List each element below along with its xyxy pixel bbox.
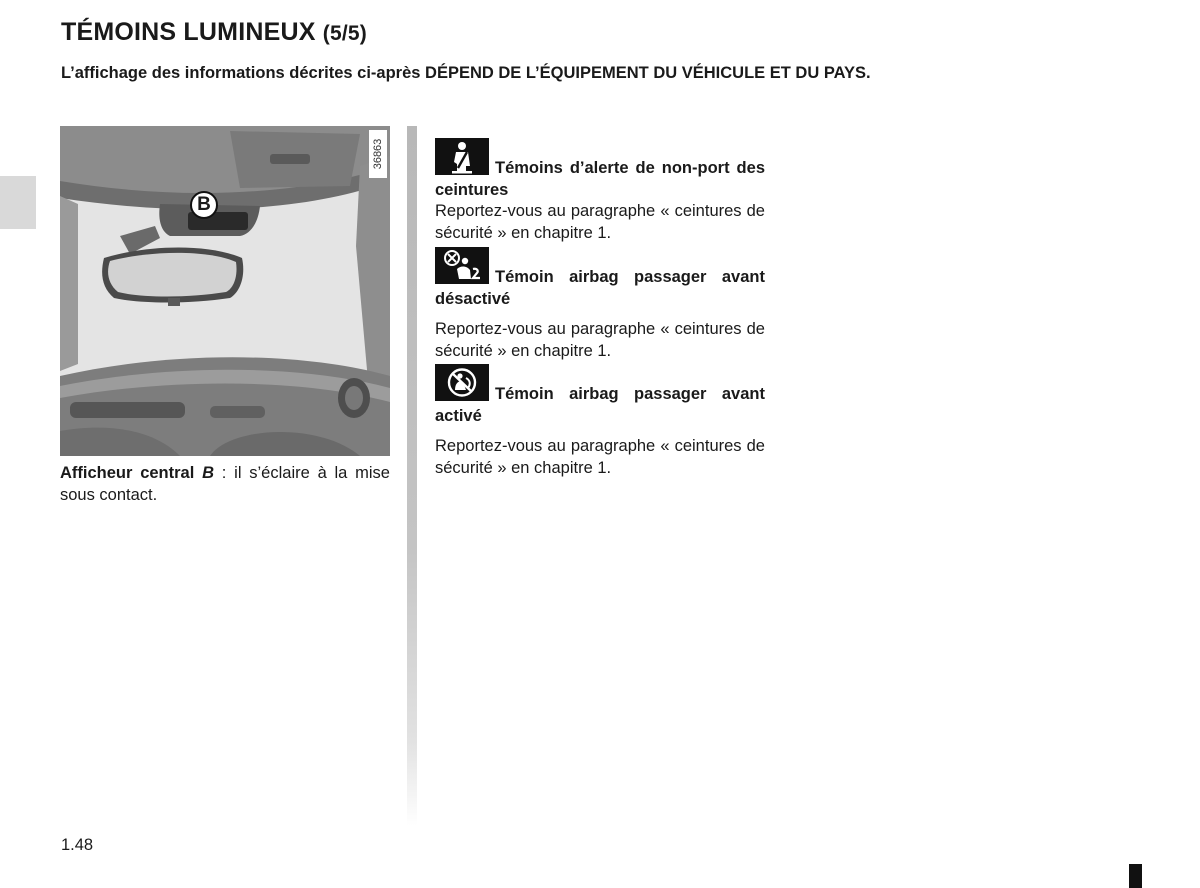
warning-body: Reportez-vous au paragraphe « ceintures de sécurité » en chapitre 1. <box>435 202 765 242</box>
page-subtitle: L’affichage des informations décrites ci-après DÉPEND DE L’ÉQUIPEMENT DU VÉHICULE ET DU PAYS. <box>61 64 871 82</box>
caption-text: : il s’éclaire à la mise sous contact. <box>60 464 390 504</box>
page-number: 1.48 <box>61 836 94 854</box>
seatbelt-warning-icon <box>435 138 489 175</box>
page-title-text: TÉMOINS LUMINEUX <box>61 18 316 46</box>
passenger-airbag-on-icon <box>435 364 489 401</box>
warning-heading <box>435 247 765 310</box>
corner-mark <box>1129 864 1142 888</box>
warning-heading <box>435 138 765 201</box>
figure-reference <box>369 130 387 178</box>
callout-b <box>190 191 218 219</box>
page-title <box>61 18 367 47</box>
caption-prefix: Afficheur central <box>60 464 195 482</box>
warning-item-seatbelt <box>435 138 765 244</box>
callout-letter: B <box>197 194 211 215</box>
warning-heading-text: Témoins d’alerte de non-port des ceintures <box>435 159 765 199</box>
warning-body: Reportez-vous au paragraphe « ceintures de sécurité » en chapitre 1. <box>435 320 765 360</box>
warning-body: Reportez-vous au paragraphe « ceintures de sécurité » en chapitre 1. <box>435 437 765 477</box>
dashboard-illustration <box>60 126 390 456</box>
warning-heading-text: Témoin airbag passager avant activé <box>435 385 765 425</box>
page-title-part: (5/5) <box>322 22 367 45</box>
column-divider <box>407 126 417 826</box>
warning-item-airbag-on <box>435 364 765 479</box>
figure-reference-number: 36863 <box>372 138 384 170</box>
warning-heading-text: Témoin airbag passager avant désactivé <box>435 268 765 308</box>
figure-caption <box>60 462 390 506</box>
passenger-airbag-off-icon <box>435 247 489 284</box>
chapter-tab <box>0 176 36 229</box>
warning-heading <box>435 364 765 427</box>
warning-item-airbag-off <box>435 247 765 362</box>
caption-letter: B <box>202 464 215 482</box>
dashboard-drawing <box>60 126 390 456</box>
